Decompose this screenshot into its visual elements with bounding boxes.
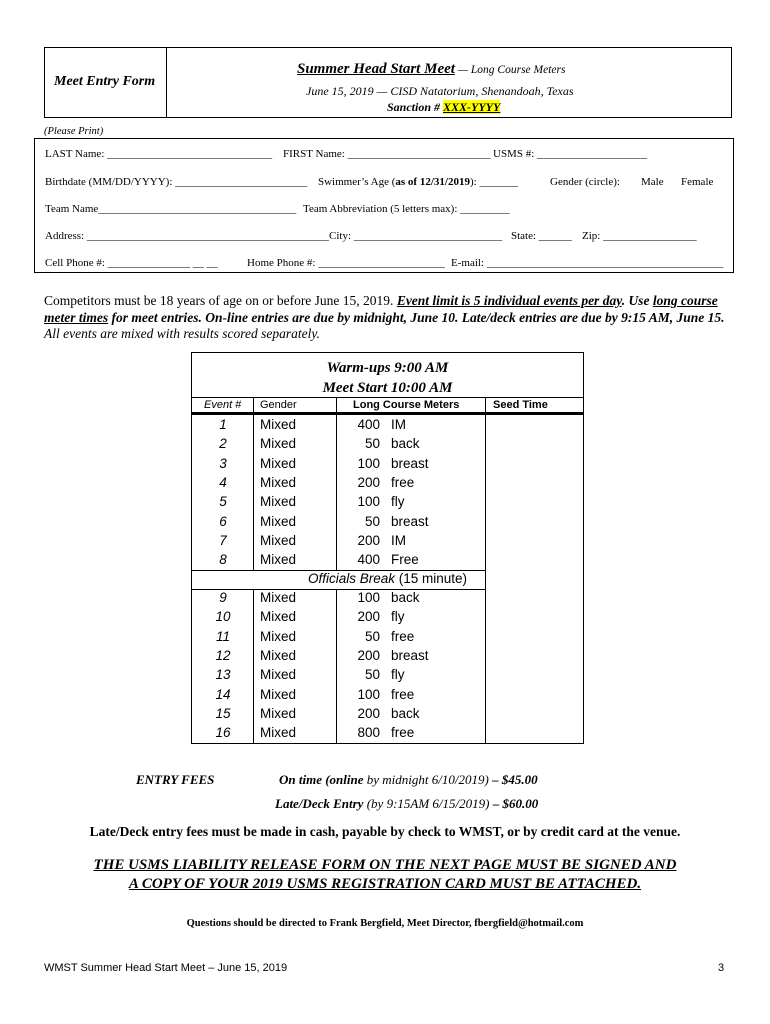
seed-time-field[interactable] <box>488 552 580 569</box>
event-number: 3 <box>219 455 227 471</box>
rules-meter-times: meter times <box>44 309 109 325</box>
officials-break-duration: (15 minute) <box>395 571 468 586</box>
event-gender: Mixed <box>260 552 297 568</box>
home-phone-field[interactable]: Home Phone #: _______________________ <box>247 257 445 269</box>
event-gender: Mixed <box>260 609 297 625</box>
late-deadline: (by 9:15AM 6/15/2019) <box>363 796 493 811</box>
event-distance: 400 <box>357 417 380 432</box>
col-divider-2b <box>336 589 337 743</box>
usms-number-field[interactable]: USMS #: ____________________ <box>493 148 648 160</box>
event-number: 5 <box>219 494 227 510</box>
event-distance: 200 <box>357 705 380 721</box>
event-number: 4 <box>219 474 227 490</box>
first-name-field[interactable]: FIRST Name: __________________________ <box>283 148 491 160</box>
col-header-event: Event # <box>204 399 242 411</box>
seed-time-field[interactable] <box>488 706 580 723</box>
event-distance: 50 <box>364 513 380 529</box>
event-number: 9 <box>219 590 227 605</box>
late-fee <box>275 796 538 812</box>
event-gender: Mixed <box>260 647 297 663</box>
event-gender: Mixed <box>260 628 297 644</box>
event-number: 6 <box>219 513 227 529</box>
seed-time-field[interactable] <box>488 533 580 550</box>
officials-break-row <box>192 571 583 586</box>
seed-time-field[interactable] <box>488 725 580 742</box>
event-distance: 50 <box>364 628 380 644</box>
col-divider-2a <box>336 397 337 570</box>
late-payment-note: Late/Deck entry fees must be made in cash, payable by check to WMST, or by credit card at the venue. <box>89 824 681 839</box>
zip-field[interactable]: Zip: _________________ <box>582 230 697 242</box>
seed-time-field[interactable] <box>488 629 580 646</box>
event-distance: 100 <box>357 455 380 471</box>
officials-break-label: Officials Break <box>307 571 395 586</box>
event-gender: Mixed <box>260 686 297 702</box>
event-stroke: breast <box>391 455 429 471</box>
gender-female-option[interactable]: Female <box>681 176 714 188</box>
event-stroke: back <box>391 590 420 605</box>
footer-text: WMST Summer Head Start Meet – June 15, 2019 <box>44 962 288 974</box>
event-stroke: breast <box>391 513 429 529</box>
event-distance: 100 <box>357 686 380 702</box>
schedule-times <box>192 358 583 398</box>
meet-course: — Long Course Meters <box>454 64 566 76</box>
sanction-value: XXX-YYYY <box>443 100 501 114</box>
event-gender: Mixed <box>260 417 297 432</box>
col-header-distance: Long Course Meters <box>353 399 460 411</box>
swimmer-age-field[interactable] <box>318 176 518 188</box>
page-number: 3 <box>718 962 725 974</box>
gender-male-option[interactable]: Male <box>641 176 664 188</box>
event-number: 14 <box>215 686 231 702</box>
event-gender: Mixed <box>260 705 297 721</box>
seed-time-field[interactable] <box>488 475 580 492</box>
seed-time-field[interactable] <box>488 648 580 665</box>
seed-time-field[interactable] <box>488 436 580 453</box>
rules-event-limit: Event limit is 5 individual events per day <box>396 293 622 308</box>
ontime-amount: – $45.00 <box>492 772 538 787</box>
event-number: 12 <box>215 647 231 663</box>
event-stroke: free <box>391 686 415 702</box>
event-stroke: free <box>391 628 415 644</box>
age-label: Swimmer’s Age ( <box>318 176 396 188</box>
event-gender: Mixed <box>260 532 297 548</box>
email-field[interactable]: E-mail: ___________________________________________ <box>451 257 724 269</box>
event-distance: 100 <box>357 494 380 510</box>
event-number: 2 <box>219 436 227 452</box>
form-title: Meet Entry Form <box>54 74 156 89</box>
city-field[interactable]: City: ___________________________ <box>329 230 503 242</box>
please-print-note: (Please Print) <box>44 126 104 137</box>
seed-time-field[interactable] <box>488 687 580 704</box>
sanction-label: Sanction # <box>387 100 444 114</box>
event-gender: Mixed <box>260 590 297 605</box>
seed-time-field[interactable] <box>488 590 580 607</box>
event-distance: 400 <box>357 552 380 568</box>
seed-time-field[interactable] <box>488 609 580 626</box>
cell-phone-field[interactable]: Cell Phone #: _______________ __ __ <box>45 257 218 269</box>
gender-label: Gender (circle): <box>550 176 620 188</box>
event-stroke: fly <box>391 667 405 683</box>
event-number: 1 <box>219 417 227 432</box>
col-divider-3 <box>485 397 486 743</box>
event-stroke: IM <box>391 417 406 432</box>
event-stroke: free <box>391 474 415 490</box>
address-field[interactable]: Address: ____________________________________________ <box>45 230 329 242</box>
event-number: 13 <box>215 667 231 683</box>
age-as-of: as of 12/31/2019 <box>395 176 470 188</box>
event-stroke: free <box>391 725 415 741</box>
event-stroke: breast <box>391 647 429 663</box>
usms-notice-line-2: A COPY OF YOUR 2019 USMS REGISTRATION CARD MUST BE ATTACHED. <box>128 876 642 892</box>
sanction-number <box>387 100 500 115</box>
meet-title <box>297 60 565 78</box>
seed-time-field[interactable] <box>488 417 580 434</box>
meet-start-time: Meet Start 10:00 AM <box>322 380 453 396</box>
event-gender: Mixed <box>260 436 297 452</box>
event-distance: 100 <box>357 590 380 605</box>
event-number: 10 <box>215 609 231 625</box>
team-abbreviation-field[interactable]: Team Abbreviation (5 letters max): _________ <box>303 203 510 215</box>
event-distance: 50 <box>364 667 380 683</box>
col-header-gender: Gender <box>260 399 297 411</box>
event-stroke: back <box>391 705 420 721</box>
event-stroke: back <box>391 436 420 452</box>
event-gender: Mixed <box>260 513 297 529</box>
state-field[interactable]: State: ______ <box>511 230 572 242</box>
meet-date-location: June 15, 2019 — CISD Natatorium, Shenandoah, Texas <box>306 84 574 98</box>
last-name-field[interactable]: LAST Name: ______________________________ <box>45 148 273 160</box>
seed-time-field[interactable] <box>488 667 580 684</box>
rules-age: Competitors must be 18 years of age on or before June 15, 2019. <box>44 293 397 308</box>
event-number: 16 <box>215 725 231 741</box>
team-name-field[interactable]: Team Name____________________________________ <box>45 203 297 215</box>
seed-time-field[interactable] <box>488 494 580 511</box>
event-distance: 800 <box>357 725 380 741</box>
header-box <box>44 47 732 118</box>
event-distance: 50 <box>364 436 380 452</box>
late-amount: – $60.00 <box>492 796 539 811</box>
column-header-divider <box>192 412 583 415</box>
event-distance: 200 <box>357 532 380 548</box>
ontime-deadline: by midnight 6/10/2019) <box>363 772 493 787</box>
rules-use: . Use <box>621 293 653 308</box>
entrant-info-box <box>34 138 734 273</box>
usms-notice-line-1: THE USMS LIABILITY RELEASE FORM ON THE NEXT PAGE MUST BE SIGNED AND <box>93 857 677 873</box>
events-table <box>191 352 584 744</box>
event-gender: Mixed <box>260 455 297 471</box>
rules-long-course: long course <box>652 293 718 308</box>
ontime-fee <box>279 772 538 788</box>
entry-fees-label: ENTRY FEES <box>136 772 215 787</box>
event-distance: 200 <box>357 609 380 625</box>
rules-deadlines: for meet entries. On-line entries are due by midnight, June 10. Late/deck entries are due by 9:15 AM, June 15. <box>108 309 725 325</box>
event-gender: Mixed <box>260 494 297 510</box>
form-title-cell <box>45 48 167 117</box>
questions-contact: Questions should be directed to Frank Bergfield, Meet Director, fbergfield@hotmail.com <box>186 918 584 929</box>
event-stroke: fly <box>391 494 405 510</box>
event-distance: 200 <box>357 474 380 490</box>
rules-mixed-events: All events are mixed with results scored separately. <box>44 326 320 341</box>
ontime-label: On time (online <box>279 772 364 787</box>
event-number: 8 <box>219 552 227 568</box>
event-stroke: Free <box>391 552 419 568</box>
seed-time-field[interactable] <box>488 456 580 473</box>
birthdate-field[interactable]: Birthdate (MM/DD/YYYY): ________________________ <box>45 176 308 188</box>
event-gender: Mixed <box>260 725 297 741</box>
seed-time-field[interactable] <box>488 514 580 531</box>
event-stroke: fly <box>391 609 405 625</box>
late-label: Late/Deck Entry <box>275 796 364 811</box>
age-blank: ): _______ <box>469 176 518 188</box>
warmups-time: Warm-ups 9:00 AM <box>326 360 449 376</box>
event-distance: 200 <box>357 647 380 663</box>
event-stroke: IM <box>391 532 406 548</box>
event-number: 15 <box>215 705 231 721</box>
meet-name: Summer Head Start Meet <box>297 61 455 77</box>
header-divider <box>192 397 583 398</box>
event-number: 7 <box>219 532 227 548</box>
competitor-rules <box>44 293 734 343</box>
event-number: 11 <box>215 628 230 644</box>
event-gender: Mixed <box>260 667 297 683</box>
event-gender: Mixed <box>260 474 297 490</box>
col-header-seed-time: Seed Time <box>493 399 548 411</box>
